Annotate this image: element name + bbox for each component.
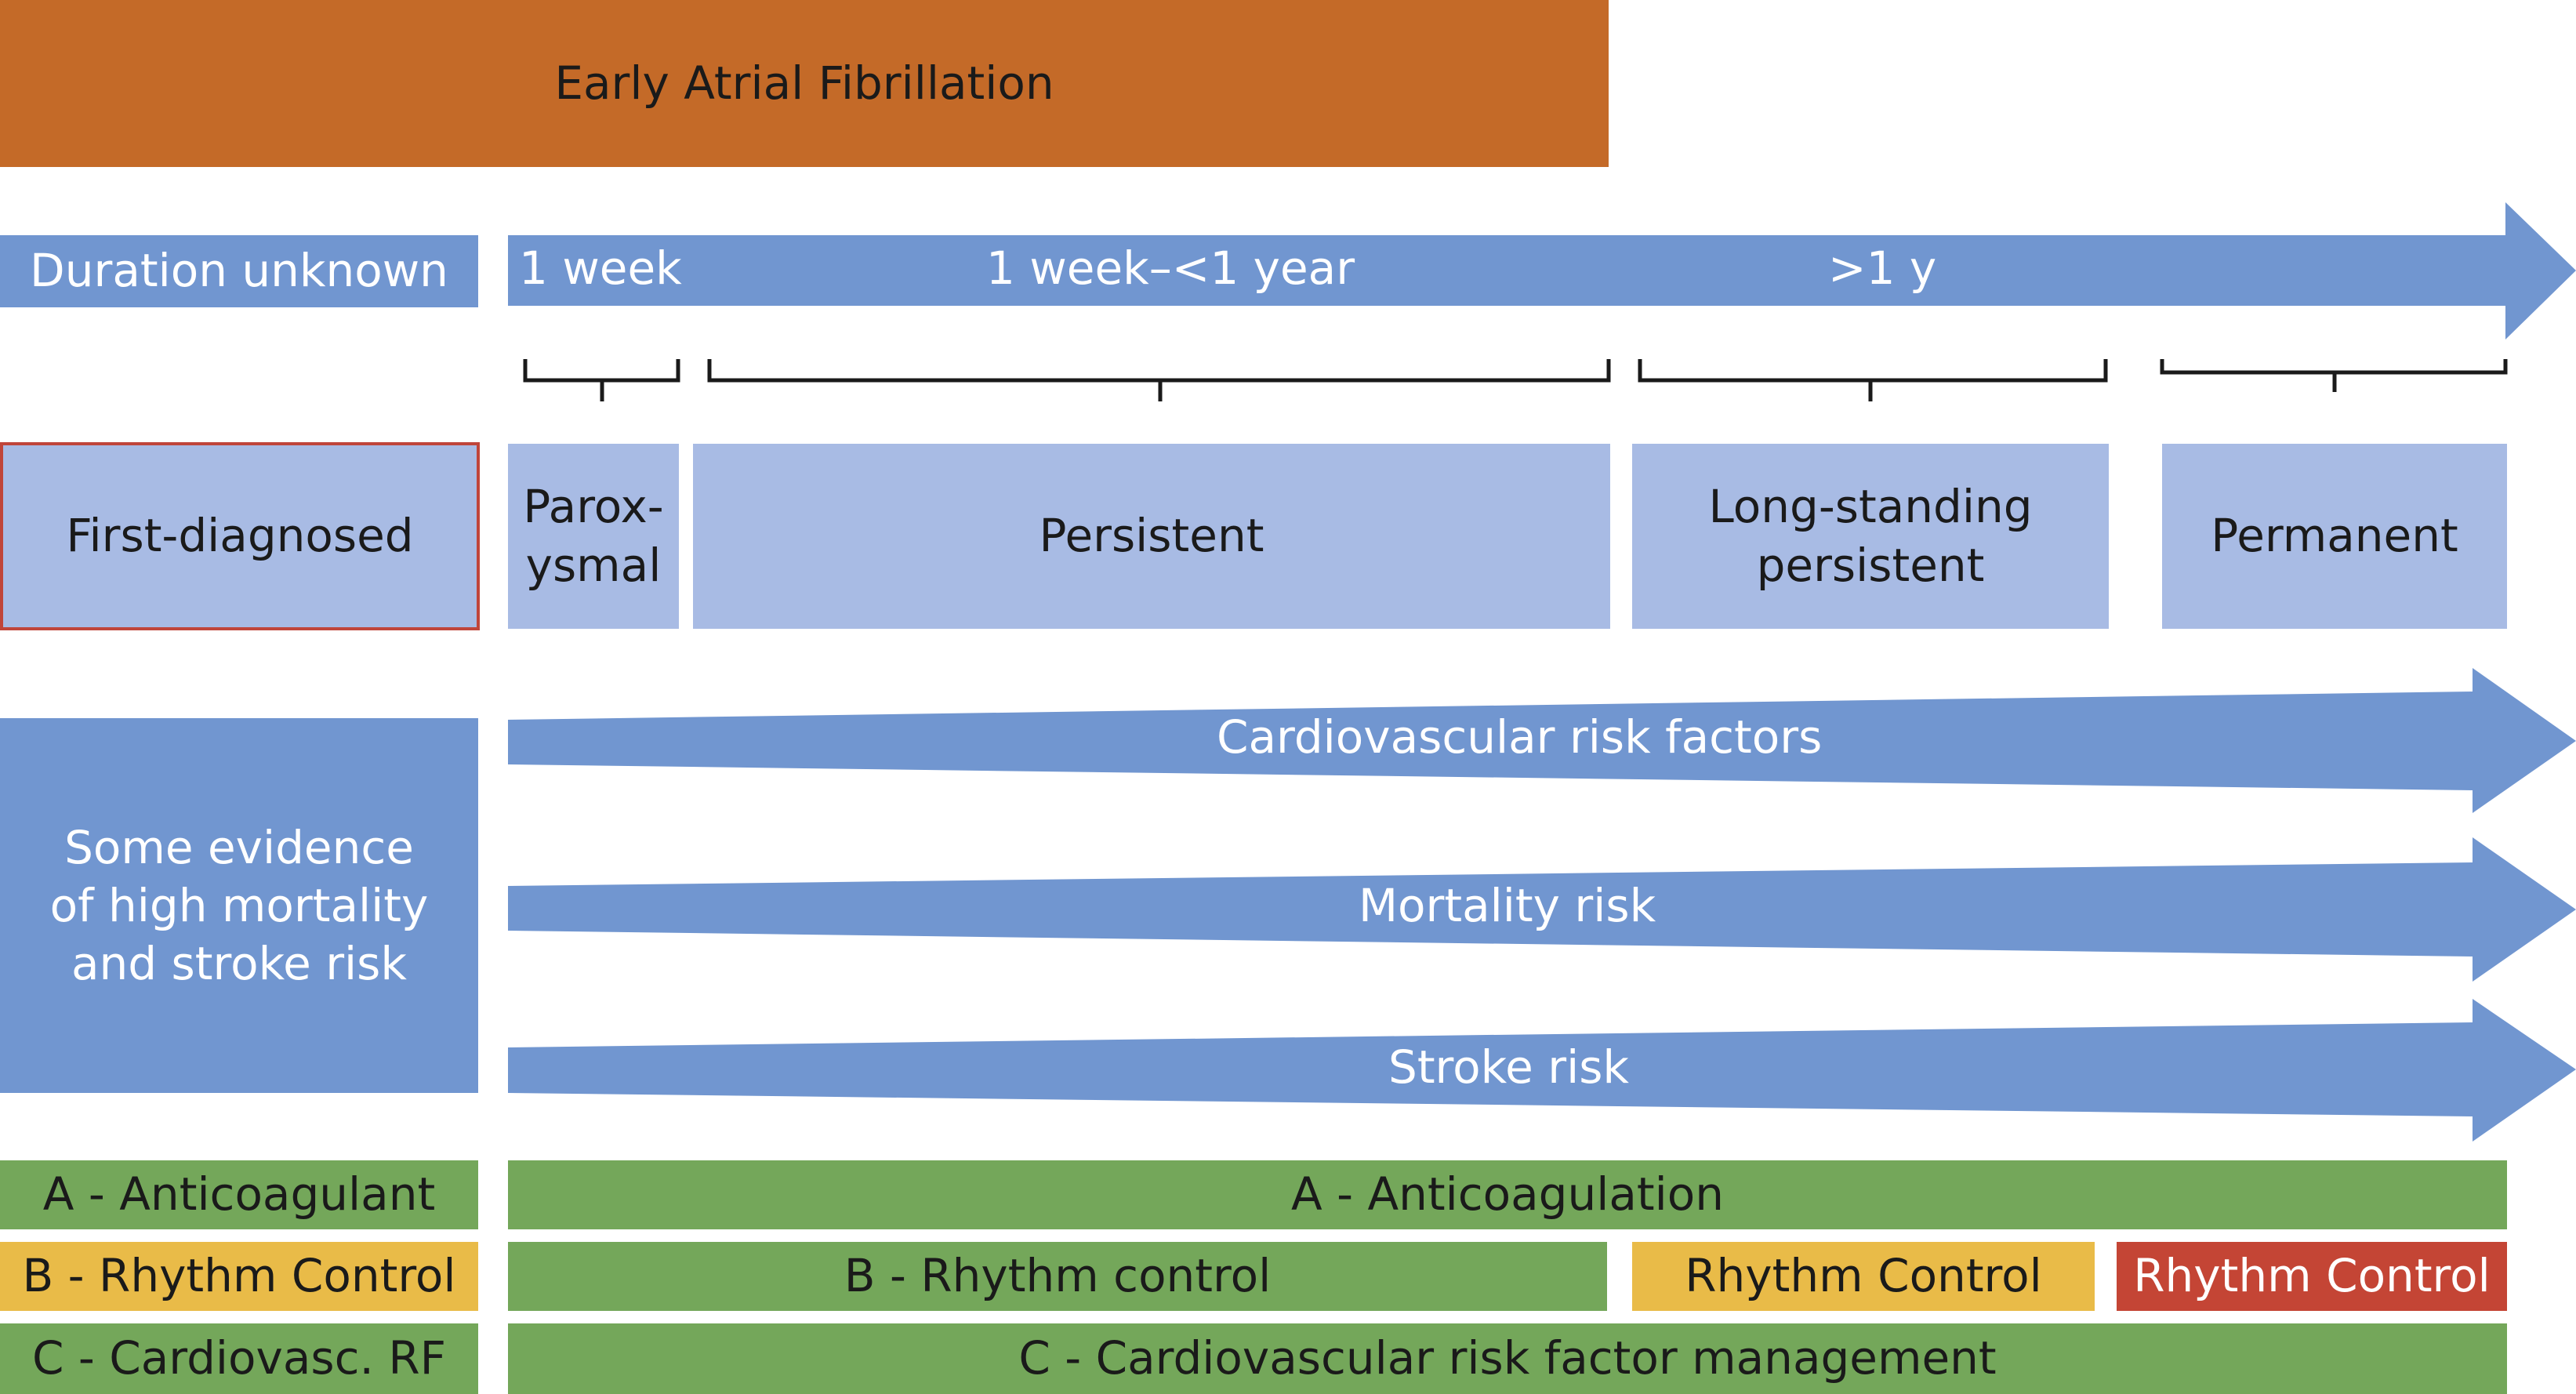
evidence-line-2: of high mortality [49, 878, 429, 932]
duration-unknown-label: Duration unknown [30, 244, 448, 298]
rhythm-control-yellow-label: Rhythm Control [1685, 1249, 2042, 1303]
left-rhythm-control-label: B - Rhythm Control [22, 1249, 456, 1303]
rhythm-control-permanent-box [2117, 1242, 2507, 1311]
permanent-label: Permanent [2211, 509, 2458, 563]
evidence-line-3: and stroke risk [71, 937, 407, 991]
anticoagulation-bar [508, 1160, 2507, 1229]
left-anticoagulant-label: A - Anticoagulant [42, 1167, 436, 1222]
paroxysmal-label-line2: ysmal [525, 539, 662, 592]
left-anticoagulant-box [0, 1160, 478, 1229]
anticoagulation-label: A - Anticoagulation [1290, 1167, 1725, 1222]
cardiovascular-risk-label: Cardiovascular risk factors [1217, 710, 1823, 764]
mortality-risk-label: Mortality risk [1359, 879, 1656, 932]
stroke-risk-label: Stroke risk [1388, 1040, 1630, 1094]
rhythm-control-bar-label: B - Rhythm control [844, 1249, 1272, 1303]
left-cardiovasc-rf-label: C - Cardiovasc. RF [31, 1331, 447, 1385]
first-diagnosed-label: First-diagnosed [66, 509, 414, 563]
cv-risk-management-bar [508, 1323, 2507, 1394]
rhythm-control-long-standing-box [1632, 1242, 2095, 1311]
paroxysmal-label-line1: Parox- [523, 479, 664, 533]
left-rhythm-control-box [0, 1242, 478, 1311]
timeline-label-1-week: 1 week [519, 241, 682, 295]
rhythm-control-red-label: Rhythm Control [2133, 1249, 2491, 1303]
cv-risk-management-label: C - Cardiovascular risk factor management [1018, 1331, 1997, 1385]
long-standing-label-line1: Long-standing [1708, 479, 2033, 533]
persistent-label: Persistent [1039, 509, 1264, 563]
early-af-title: Early Atrial Fibrillation [554, 56, 1054, 110]
evidence-line-1: Some evidence [64, 820, 414, 874]
rhythm-control-bar [508, 1242, 1607, 1311]
left-cardiovasc-rf-box [0, 1323, 478, 1394]
long-standing-label-line2: persistent [1756, 539, 1985, 592]
timeline-label-over-1-year: >1 y [1828, 241, 1937, 295]
timeline-label-1-week-1-year: 1 week–<1 year [986, 241, 1355, 295]
